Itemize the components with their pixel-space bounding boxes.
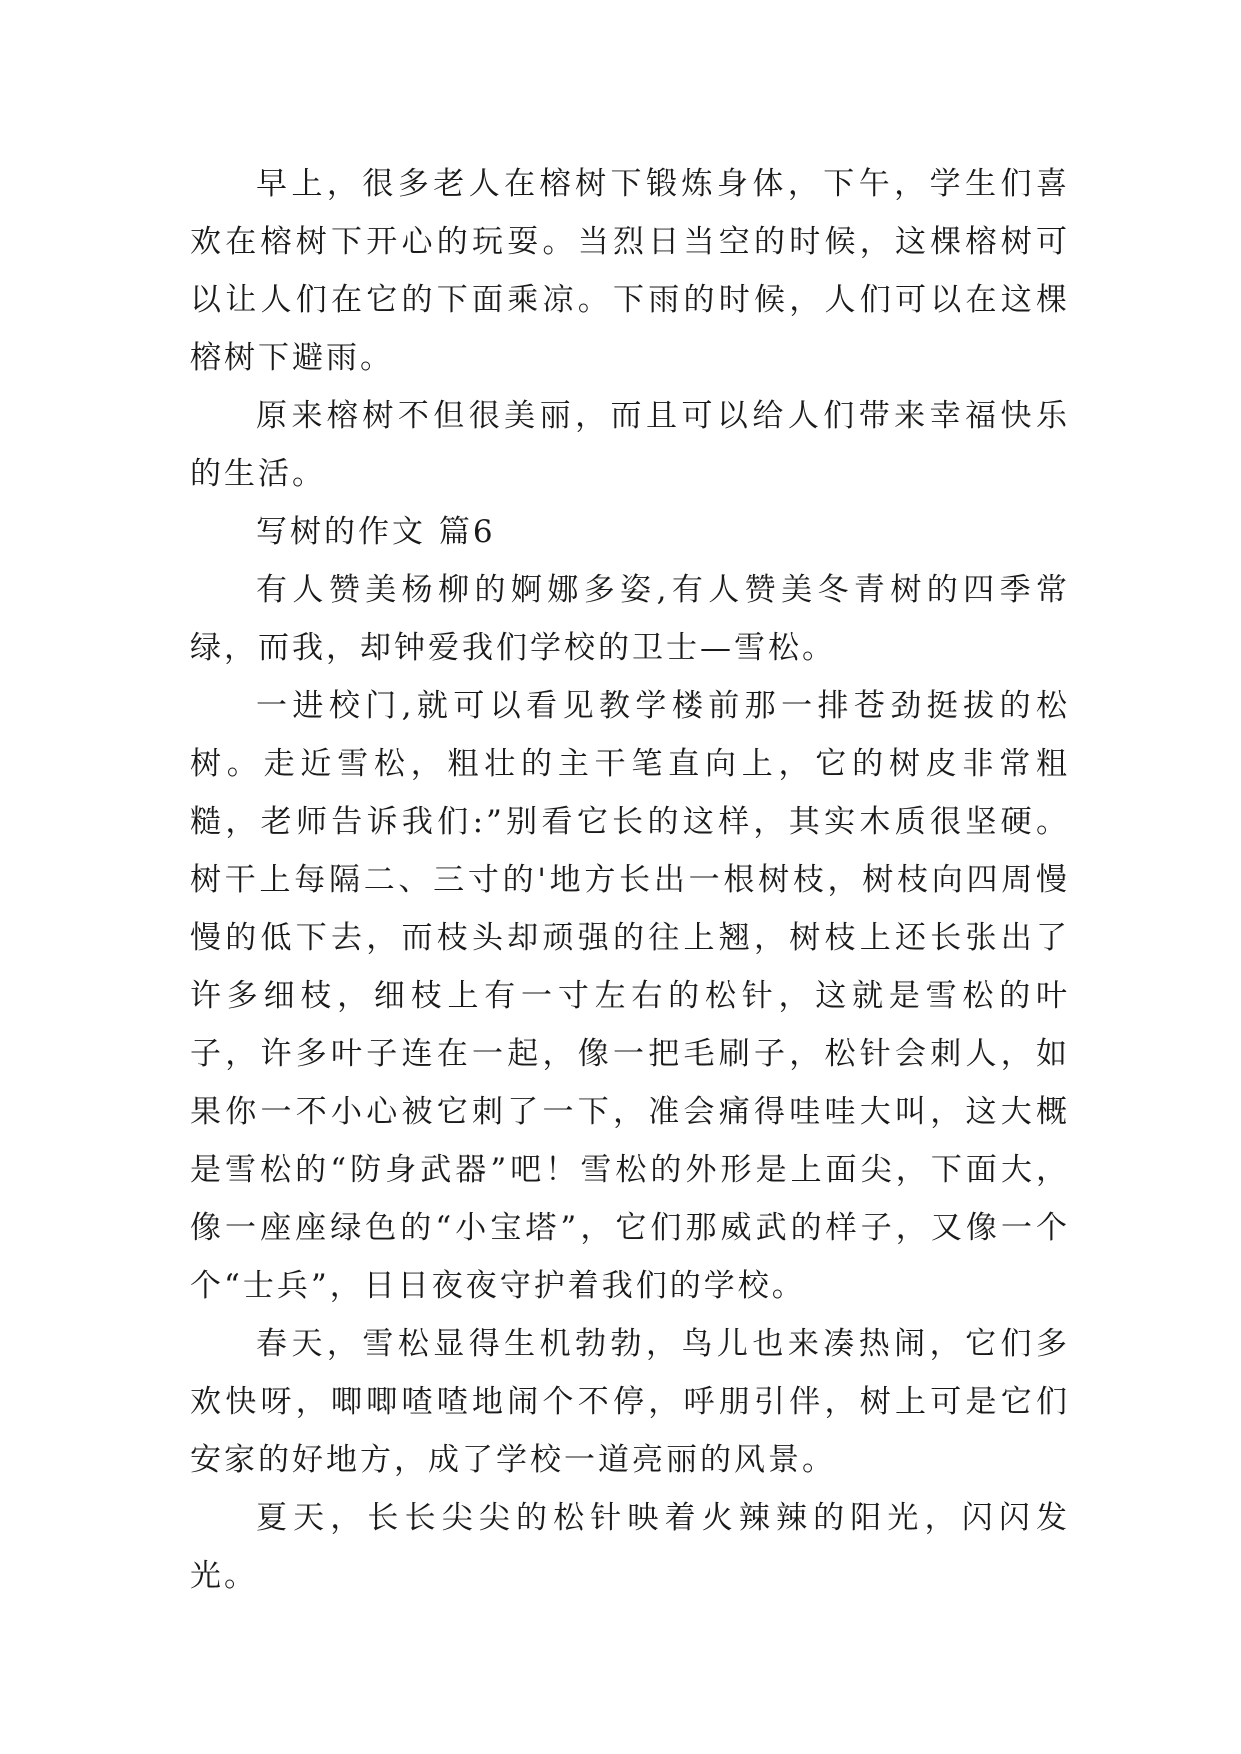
paragraph-morning: 早上，很多老人在榕树下锻炼身体，下午，学生们喜欢在榕树下开心的玩耍。当烈日当空的时候，这棵榕树可以让人们在它的下面乘凉。下雨的时候，人们可以在这棵榕树下避雨。 xyxy=(190,166,1070,376)
document-page xyxy=(190,155,1070,1605)
section-title: 写树的作文 篇6 xyxy=(256,514,496,550)
paragraph-spring: 春天，雪松显得生机勃勃，鸟儿也来凑热闹，它们多欢快呀，唧唧喳喳地闹个不停，呼朋引伴，树上可是它们安家的好地方，成了学校一道亮丽的风景。 xyxy=(190,1326,1070,1478)
paragraph-intro: 有人赞美杨柳的婀娜多姿,有人赞美冬青树的四季常绿，而我，却钟爱我们学校的卫士—雪松。 xyxy=(190,572,1070,666)
paragraph-banyan-conclusion: 原来榕树不但很美丽，而且可以给人们带来幸福快乐的生活。 xyxy=(190,398,1070,492)
paragraph-description: 一进校门,就可以看见教学楼前那一排苍劲挺拔的松树。走近雪松，粗壮的主干笔直向上，它的树皮非常粗糙，老师告诉我们:”别看它长的这样，其实木质很坚硬。树干上每隔二、三寸的'地方长出一根树枝，树枝向四周慢慢的低下去，而枝头却顽强的往上翘，树枝上还长张出了许多细枝，细枝上有一寸左右的松针，这就是雪松的叶子，许多叶子连在一起，像一把毛刷子，松针会刺人，如果你一不小心被它刺了一下，准会痛得哇哇大叫，这大概是雪松的“防身武器”吧！雪松的外形是上面尖，下面大，像一座座绿色的“小宝塔”，它们那威武的样子，又像一个个“士兵”，日日夜夜守护着我们的学校。 xyxy=(190,688,1070,1304)
paragraph-summer: 夏天，长长尖尖的松针映着火辣辣的阳光，闪闪发光。 xyxy=(190,1500,1070,1594)
